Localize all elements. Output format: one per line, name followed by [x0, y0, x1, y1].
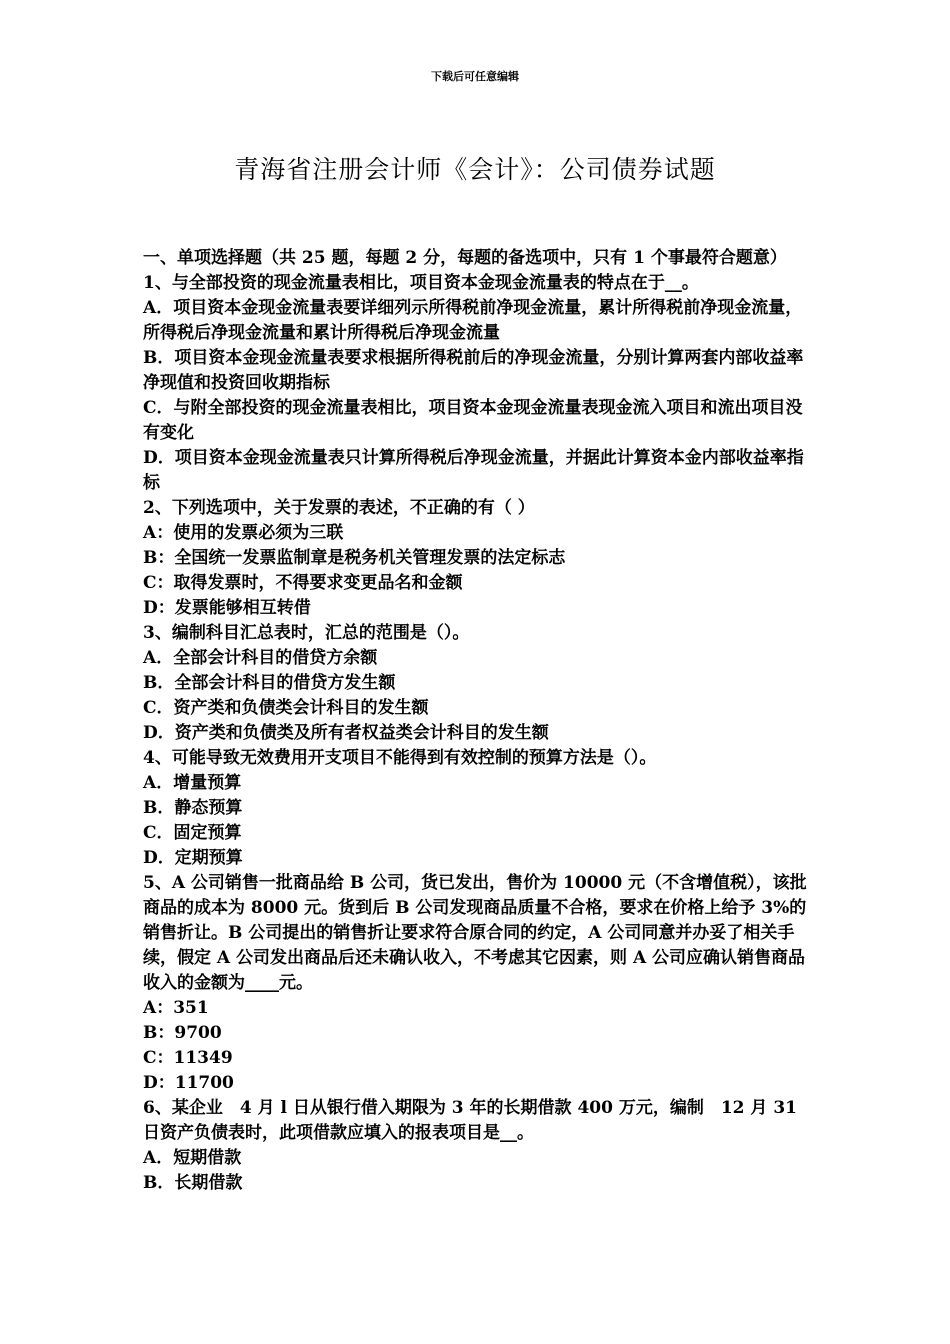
question-stem: 6、某企业 4 月 l 日从银行借入期限为 3 年的长期借款 400 万元，编制 12 月 31 日资产负债表时，此项借款应填入的报表项目是__。	[143, 1098, 798, 1143]
option-a: A．项目资本金现金流量表要详细列示所得税前净现金流量，累计所得税前净现金流量，所得税后净现金流量和累计所得税后净现金流量	[143, 298, 803, 343]
header-note: 下载后可任意编辑	[431, 70, 519, 83]
option-b: B．全部会计科目的借贷方发生额	[143, 673, 396, 693]
option-b: B：全国统一发票监制章是税务机关管理发票的法定标志	[143, 548, 566, 568]
option-d: D．资产类和负债类及所有者权益类会计科目的发生额	[143, 723, 549, 743]
option-d: D：11700	[143, 1073, 234, 1093]
question-stem: 4、可能导致无效费用开支项目不能得到有效控制的预算方法是（）。	[143, 748, 657, 768]
question-stem: 5、A 公司销售一批商品给 B 公司，货已发出，售价为 10000 元（不含增值税），该批商品的成本为 8000 元。货到后 B 公司发现商品质量不合格，要求在价格上给予 3%的销售折让。B 公司提出的销售折让要求符合原合同的约定，A 公司同意并办妥了相关手续，假定 A 公司发出商品后还未确认收入，不考虑其它因素，则 A 公司应确认销售商品收入的金额为____元。	[143, 873, 807, 993]
document-title: 青海省注册会计师《会计》：公司债券试题	[234, 155, 716, 184]
option-b: B．静态预算	[143, 798, 243, 818]
option-b: B．长期借款	[143, 1173, 243, 1193]
question-6	[143, 1096, 819, 1196]
option-c: C．与附全部投资的现金流量表相比，项目资本金现金流量表现金流入项目和流出项目没有变化	[143, 398, 803, 443]
option-b: B．项目资本金现金流量表要求根据所得税前后的净现金流量，分别计算两套内部收益率净现值和投资回收期指标	[143, 348, 804, 393]
section-heading: 一、单项选择题（共 25 题，每题 2 分，每题的备选项中，只有 1 个事最符合题意）	[143, 248, 787, 268]
option-d: D：发票能够相互转借	[143, 598, 311, 618]
document-body	[143, 246, 819, 1196]
question-3	[143, 621, 819, 746]
option-d: D．项目资本金现金流量表只计算所得税后净现金流量，并据此计算资本金内部收益率指标	[143, 448, 804, 493]
question-5	[143, 871, 819, 1096]
question-stem: 3、编制科目汇总表时，汇总的范围是（）。	[143, 623, 470, 643]
option-d: D．定期预算	[143, 848, 243, 868]
question-1	[143, 271, 819, 496]
option-a: A：使用的发票必须为三联	[143, 523, 344, 543]
question-2	[143, 496, 819, 621]
question-stem: 2、下列选项中，关于发票的表述，不正确的有（ ）	[143, 498, 535, 518]
question-4	[143, 746, 819, 871]
option-a: A：351	[143, 998, 209, 1018]
option-c: C．固定预算	[143, 823, 242, 843]
question-stem: 1、与全部投资的现金流量表相比，项目资本金现金流量表的特点在于__。	[143, 273, 699, 293]
option-b: B：9700	[143, 1023, 222, 1043]
option-c: C：取得发票时，不得要求变更品名和金额	[143, 573, 463, 593]
option-a: A．增量预算	[143, 773, 242, 793]
option-c: C．资产类和负债类会计科目的发生额	[143, 698, 429, 718]
option-a: A．全部会计科目的借贷方余额	[143, 648, 378, 668]
option-a: A．短期借款	[143, 1148, 242, 1168]
option-c: C：11349	[143, 1048, 233, 1068]
